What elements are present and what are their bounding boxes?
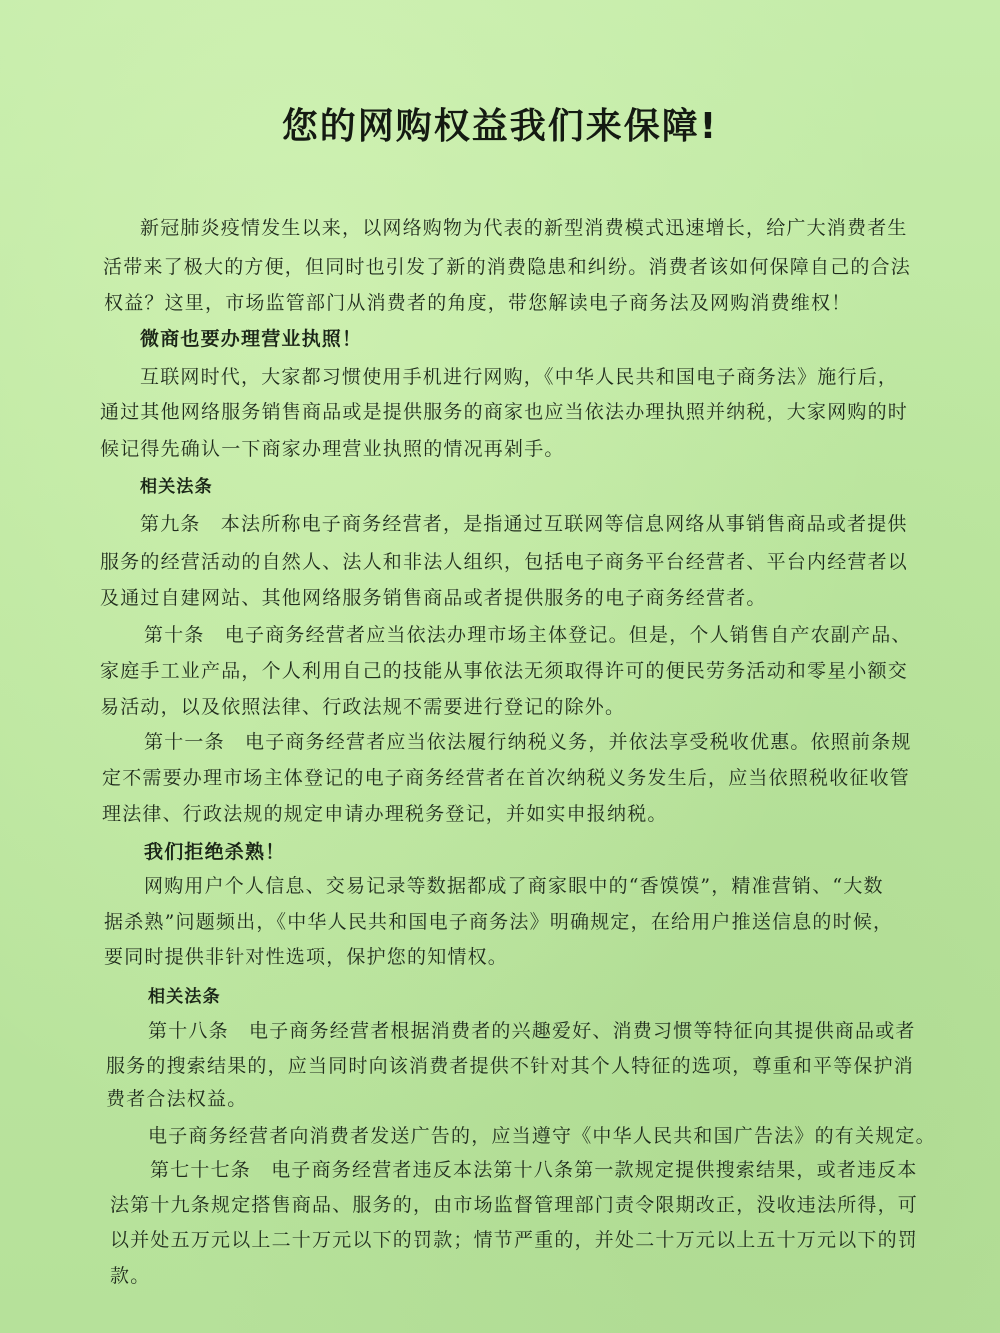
paragraph-line: 家庭手工业产品，个人利用自己的技能从事依法无须取得许可的便民劳务活动和零星小额交 (100, 660, 909, 682)
paragraph-line: 服务的搜索结果的，应当同时向该消费者提供不针对其个人特征的选项，尊重和平等保护消 (106, 1055, 915, 1077)
paragraph-line: 新冠肺炎疫情发生以来，以网络购物为代表的新型消费模式迅速增长，给广大消费者生 (140, 217, 908, 239)
section-heading: 我们拒绝杀熟！ (144, 841, 286, 863)
paragraph-line: 通过其他网络服务销售商品或是提供服务的商家也应当依法办理执照并纳税，大家网购的时 (100, 401, 909, 423)
paragraph-line: 第九条 本法所称电子商务经营者，是指通过互联网等信息网络从事销售商品或者提供 (140, 513, 908, 535)
paragraph-line: 电子商务经营者向消费者发送广告的，应当遵守《中华人民共和国广告法》的有关规定。 (148, 1125, 936, 1147)
paragraph-line: 候记得先确认一下商家办理营业执照的情况再剁手。 (100, 438, 565, 460)
paragraph-line: 第七十七条 电子商务经营者违反本法第十八条第一款规定提供搜索结果，或者违反本 (150, 1159, 918, 1181)
related-articles-label: 相关法条 (148, 987, 221, 1007)
section-heading: 微商也要办理营业执照！ (140, 328, 363, 350)
paragraph-line: 定不需要办理市场主体登记的电子商务经营者在首次纳税义务发生后，应当依照税收征收管 (102, 767, 911, 789)
paragraph-line: 要同时提供非针对性选项，保护您的知情权。 (104, 946, 509, 968)
related-articles-label: 相关法条 (140, 477, 213, 497)
paragraph-line: 权益？这里，市场监管部门从消费者的角度，带您解读电子商务法及网购消费维权！ (104, 292, 852, 314)
paragraph-line: 第十八条 电子商务经营者根据消费者的兴趣爱好、消费习惯等特征向其提供商品或者 (148, 1020, 916, 1042)
paragraph-line: 易活动，以及依照法律、行政法规不需要进行登记的除外。 (100, 696, 626, 718)
paragraph-line: 理法律、行政法规的规定申请办理税务登记，并如实申报纳税。 (102, 803, 668, 825)
paragraph-line: 服务的经营活动的自然人、法人和非法人组织，包括电子商务平台经营者、平台内经营者以 (100, 551, 909, 573)
paragraph-line: 网购用户个人信息、交易记录等数据都成了商家眼中的“香馍馍”，精准营销、“大数 (144, 875, 884, 897)
paragraph-line: 第十条 电子商务经营者应当依法办理市场主体登记。但是，个人销售自产农副产品、 (144, 624, 912, 646)
paragraph-line: 款。 (110, 1265, 151, 1287)
paragraph-line: 及通过自建网站、其他网络服务销售商品或者提供服务的电子商务经营者。 (100, 587, 767, 609)
paragraph-line: 据杀熟”问题频出，《中华人民共和国电子商务法》明确规定，在给用户推送信息的时候， (104, 911, 894, 933)
paragraph-line: 以并处五万元以上二十万元以下的罚款；情节严重的，并处二十万元以上五十万元以下的罚 (110, 1229, 919, 1251)
document-title: 您的网购权益我们来保障! (281, 106, 719, 147)
paragraph-line: 活带来了极大的方便，但同时也引发了新的消费隐患和纠纷。消费者该如何保障自己的合法 (103, 256, 912, 278)
paragraph-line: 法第十九条规定搭售商品、服务的，由市场监督管理部门责令限期改正，没收违法所得，可 (110, 1194, 919, 1216)
paragraph-line: 第十一条 电子商务经营者应当依法履行纳税义务，并依法享受税收优惠。依照前条规 (144, 731, 912, 753)
paragraph-line: 费者合法权益。 (106, 1088, 248, 1110)
paragraph-line: 互联网时代，大家都习惯使用手机进行网购，《中华人民共和国电子商务法》施行后， (140, 366, 899, 388)
